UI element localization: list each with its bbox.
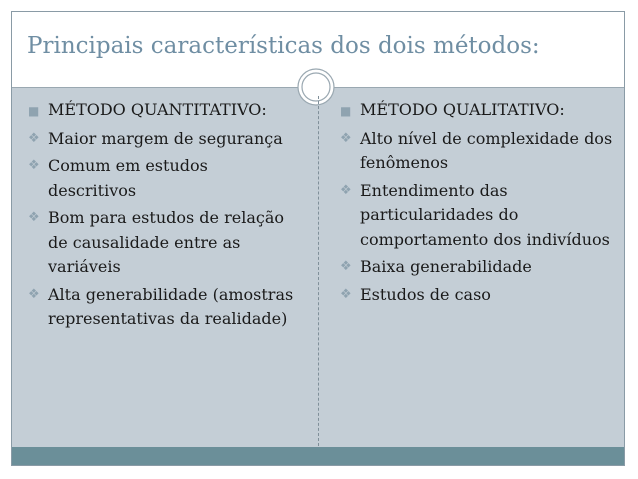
list-item — [340, 179, 620, 253]
list-item — [340, 127, 620, 176]
diamond-bullet-icon: ❖ — [28, 158, 40, 173]
square-bullet-icon: ■ — [28, 104, 40, 118]
right-heading-text: MÉTODO QUALITATIVO: — [360, 100, 565, 119]
diamond-bullet-icon: ❖ — [340, 130, 352, 146]
diamond-bullet-icon: ❖ — [340, 182, 352, 198]
diamond-bullet-icon: ❖ — [340, 286, 352, 302]
right-heading — [340, 98, 620, 123]
diamond-bullet-icon: ❖ — [28, 130, 40, 146]
left-column — [28, 98, 298, 335]
left-heading — [28, 98, 298, 123]
list-item — [28, 206, 298, 280]
list-item — [28, 127, 298, 152]
diamond-bullet-icon: ❖ — [340, 259, 352, 274]
left-heading-text: MÉTODO QUANTITATIVO: — [48, 100, 267, 119]
right-column — [340, 98, 620, 310]
list-item-text: Entendimento das particularidades do comportamento dos indivíduos — [360, 180, 610, 249]
list-item-text: Estudos de caso — [360, 284, 491, 304]
list-item-text: Maior margem de segurança — [48, 128, 283, 148]
list-item-text: Alta generabilidade (amostras representativas da realidade) — [48, 284, 294, 328]
list-item-text: Comum em estudos descritivos — [48, 156, 208, 200]
list-item — [28, 154, 298, 203]
diamond-bullet-icon: ❖ — [28, 210, 40, 225]
column-divider — [318, 96, 319, 446]
square-bullet-icon: ■ — [340, 104, 352, 118]
list-item — [340, 283, 620, 308]
diamond-bullet-icon: ❖ — [28, 286, 40, 302]
list-item-text: Bom para estudos de relação de causalidade entre as variáveis — [48, 208, 284, 276]
list-item — [28, 283, 298, 332]
list-item-text: Baixa generabilidade — [360, 257, 532, 276]
slide-title: Principais características dos dois métodos: — [27, 33, 540, 59]
list-item — [340, 255, 620, 280]
list-item-text: Alto nível de complexidade dos fenômenos — [360, 128, 613, 172]
